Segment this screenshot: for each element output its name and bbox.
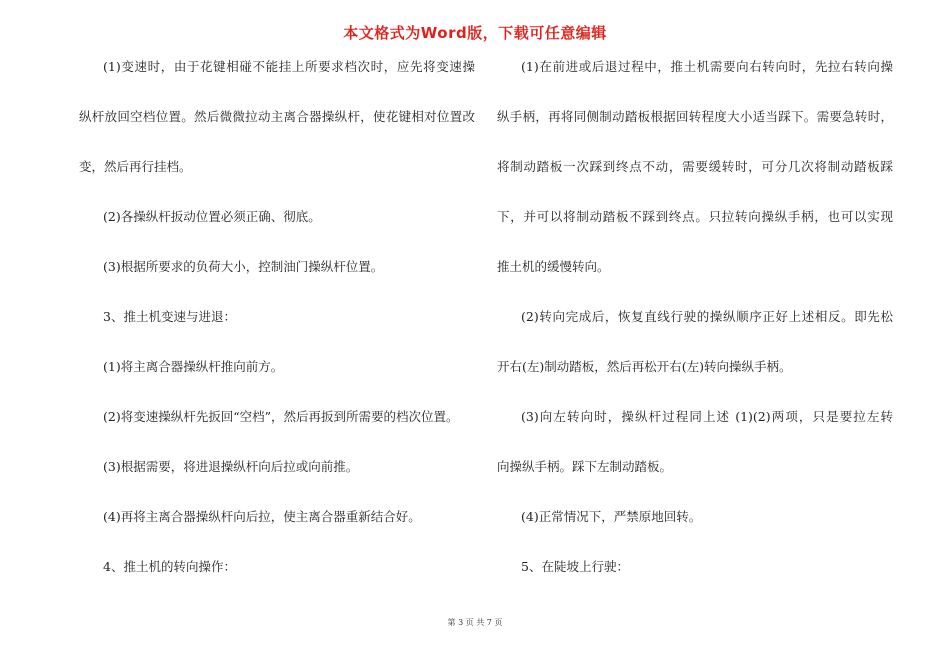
right-column	[497, 58, 893, 608]
text-line: (2)转向完成后，恢复直线行驶的操纵顺序正好上述相反。即先松	[521, 309, 893, 324]
page-banner: 本文格式为Word版，下载可任意编辑	[343, 24, 607, 42]
text-line: 变，然后再行挂档。	[79, 159, 192, 174]
text-line: (1)将主离合器操纵杆推向前方。	[103, 359, 284, 374]
text-line: 纵杆放回空档位置。然后微微拉动主离合器操纵杆，使花键相对位置改	[79, 109, 475, 124]
text-line: (3)根据所要求的负荷大小，控制油门操纵杆位置。	[103, 259, 384, 274]
text-line: (3)向左转向时，操纵杆过程同上述 (1)(2)两项，只是要拉左转	[521, 409, 893, 424]
page-footer: 第 3 页 共 7 页	[447, 618, 503, 627]
text-line: (2)各操纵杆扳动位置必须正确、彻底。	[103, 209, 321, 224]
text-line: 纵手柄，再将同侧制动踏板根据回转程度大小适当踩下。需要急转时，	[497, 109, 893, 124]
text-line: 下，并可以将制动踏板不踩到终点。只拉转向操纵手柄，也可以实现	[497, 209, 893, 224]
text-line: 将制动踏板一次踩到终点不动，需要缓转时，可分几次将制动踏板踩	[497, 159, 893, 174]
text-line: 推土机的缓慢转向。	[497, 259, 610, 274]
text-line: (2)将变速操纵杆先扳回“空档”，然后再扳到所需要的档次位置。	[103, 409, 459, 424]
text-line: (4)再将主离合器操纵杆向后拉，使主离合器重新结合好。	[103, 509, 421, 524]
left-column	[79, 58, 475, 608]
text-line: 3、推土机变速与进退：	[103, 309, 236, 324]
text-line: (3)根据需要，将进退操纵杆向后拉或向前推。	[103, 459, 359, 474]
text-line: 5、在陡坡上行驶：	[521, 559, 629, 574]
text-line: (1)在前进或后退过程中，推土机需要向右转向时，先拉右转向操	[521, 59, 893, 74]
text-line: (1)变速时，由于花键相碰不能挂上所要求档次时，应先将变速操	[103, 59, 475, 74]
text-line: (4)正常情况下，严禁原地回转。	[521, 509, 702, 524]
text-line: 开右(左)制动踏板，然后再松开右(左)转向操纵手柄。	[497, 359, 792, 374]
text-line: 向操纵手柄。踩下左制动踏板。	[497, 459, 673, 474]
text-line: 4、推土机的转向操作：	[103, 559, 236, 574]
